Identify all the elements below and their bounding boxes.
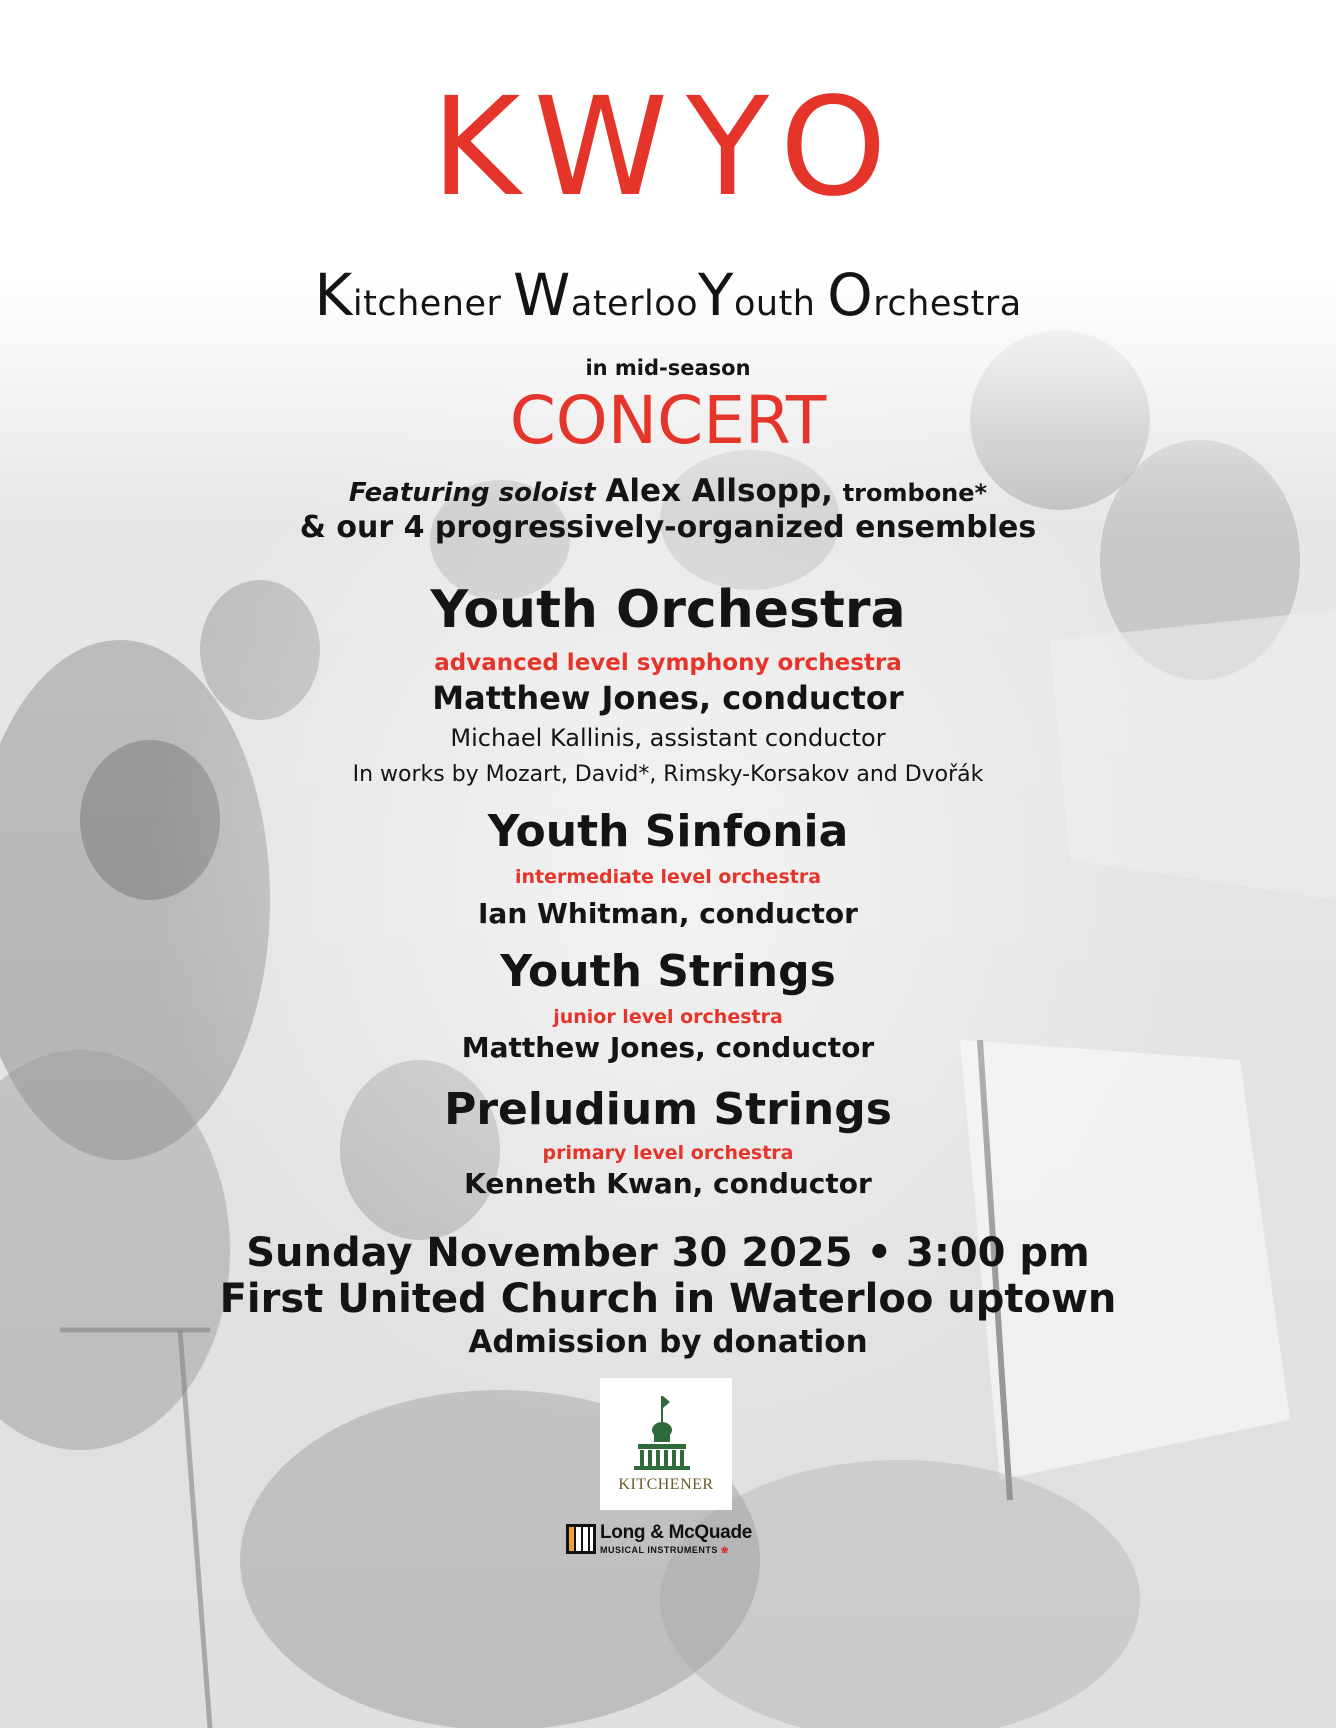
event-date-time: Sunday November 30 2025 • 3:00 pm (246, 1230, 1090, 1276)
featuring-prefix: Featuring soloist (348, 478, 596, 508)
store-tagline (600, 1545, 729, 1556)
name-initial: Y (698, 261, 734, 329)
ensemble-title: Preludium Strings (444, 1084, 892, 1135)
name-initial: K (314, 261, 353, 329)
ensemble-conductor: Ian Whitman, conductor (478, 897, 858, 930)
featuring-line (0, 472, 1336, 511)
ensemble-level: intermediate level orchestra (514, 866, 822, 888)
subtitle: in mid-season (585, 356, 751, 380)
name-part: outh (733, 284, 828, 324)
name-part: aterloo (570, 284, 699, 324)
soloist-name: Alex Allsopp, (605, 473, 833, 509)
ensembles-intro: & our 4 progressively-organized ensembles (299, 510, 1037, 545)
acronym-title: KWYO (431, 69, 905, 227)
store-name: Long & McQuade (600, 1522, 753, 1543)
kitchener-logo (600, 1378, 732, 1510)
name-part: rchestra (873, 284, 1022, 324)
ensemble-title: Youth Sinfonia (487, 806, 849, 857)
event-title: CONCERT (509, 382, 827, 459)
ensemble-title: Youth Strings (500, 946, 836, 997)
name-initial: O (827, 261, 874, 329)
event-venue: First United Church in Waterloo uptown (219, 1276, 1117, 1322)
ensemble-title: Youth Orchestra (430, 580, 906, 640)
works-list: In works by Mozart, David*, Rimsky-Korsakov and Dvořák (352, 762, 984, 787)
ensemble-conductor: Matthew Jones, conductor (432, 679, 904, 717)
maple-leaf-icon: ❀ (720, 1545, 729, 1555)
ensemble-level: primary level orchestra (542, 1142, 794, 1164)
admission-info: Admission by donation (468, 1324, 868, 1360)
store-tagline-text: MUSICAL INSTRUMENTS (600, 1545, 718, 1555)
piano-keys-icon (566, 1524, 596, 1554)
soloist-instrument: trombone* (842, 479, 988, 507)
ensemble-conductor: Matthew Jones, conductor (461, 1031, 875, 1064)
city-hall-clock-tower-icon (600, 1378, 732, 1478)
name-initial: W (513, 261, 571, 329)
ensemble-level: junior level orchestra (553, 1006, 783, 1028)
assistant-conductor: Michael Kallinis, assistant conductor (450, 724, 886, 752)
city-name: KITCHENER (618, 1476, 714, 1493)
ensemble-level: advanced level symphony orchestra (434, 650, 902, 676)
orchestra-full-name (0, 261, 1336, 329)
ensemble-conductor: Kenneth Kwan, conductor (464, 1167, 872, 1200)
long-mcquade-logo (566, 1522, 772, 1562)
name-part: itchener (352, 284, 514, 324)
